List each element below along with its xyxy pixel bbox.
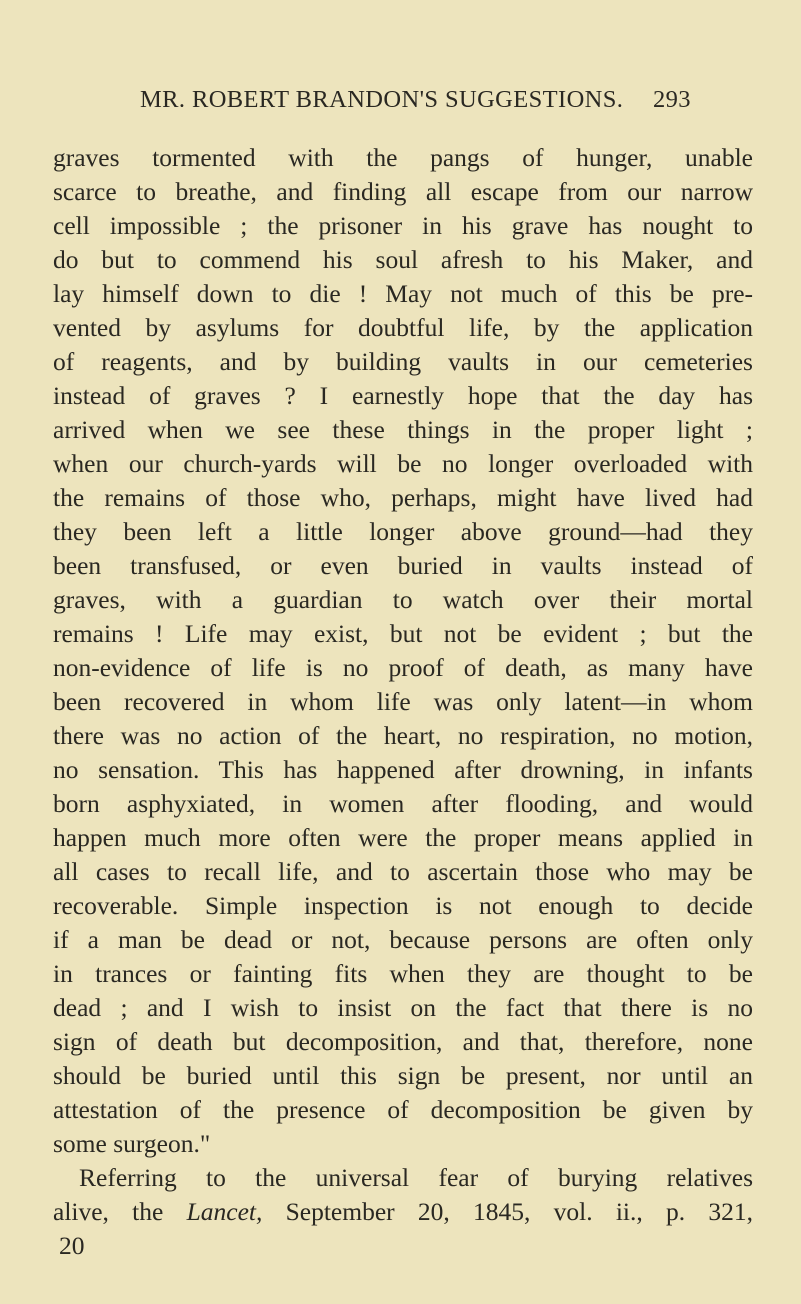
- text-line: born asphyxiated, in women after flooding, and would: [53, 789, 753, 818]
- text-line: they been left a little longer above ground—had they: [53, 517, 753, 546]
- text-line: lay himself down to die ! May not much of this be pre-: [53, 279, 753, 308]
- text-line: graves, with a guardian to watch over their mortal: [53, 585, 753, 614]
- text-line: been transfused, or even buried in vaults instead of: [53, 551, 753, 580]
- text-line: of reagents, and by building vaults in our cemeteries: [53, 347, 753, 376]
- text-line: attestation of the presence of decomposition be given by: [53, 1095, 753, 1124]
- paragraph-first-line: Referring to the universal fear of burying relatives: [79, 1163, 753, 1192]
- text-line: remains ! Life may exist, but not be evident ; but the: [53, 619, 753, 648]
- text-line: recoverable. Simple inspection is not enough to decide: [53, 891, 753, 920]
- text-line: all cases to recall life, and to ascertain those who may be: [53, 857, 753, 886]
- text-line: when our church-yards will be no longer overloaded with: [53, 449, 753, 478]
- text-line-with-citation: [53, 1195, 753, 1229]
- text-line: no sensation. This has happened after drowning, in infants: [53, 755, 753, 784]
- text-line: non-evidence of life is no proof of death, as many have: [53, 653, 753, 682]
- text-line: if a man be dead or not, because persons are often only: [53, 925, 753, 954]
- text-line: the remains of those who, perhaps, might have lived had: [53, 483, 753, 512]
- text-line: some surgeon.": [53, 1129, 211, 1158]
- text-line: scarce to breathe, and finding all escape from our narrow: [53, 177, 753, 206]
- text-line: been recovered in whom life was only latent—in whom: [53, 687, 753, 716]
- journal-title: Lancet,: [186, 1197, 263, 1226]
- text-line: instead of graves ? I earnestly hope that the day has: [53, 381, 753, 410]
- text-line: sign of death but decomposition, and that, therefore, none: [53, 1027, 753, 1056]
- running-title: MR. ROBERT BRANDON'S SUGGESTIONS.: [140, 86, 624, 113]
- text-line: cell impossible ; the prisoner in his grave has nought to: [53, 211, 753, 240]
- text-line: graves tormented with the pangs of hunger, unable: [53, 143, 753, 172]
- text-line: do but to commend his soul afresh to his Maker, and: [53, 245, 753, 274]
- citation-lead: alive, the: [53, 1197, 187, 1226]
- text-line: happen much more often were the proper means applied in: [53, 823, 753, 852]
- page-number: 293: [653, 86, 691, 113]
- citation-details: September 20, 1845, vol. ii., p. 321,: [262, 1197, 753, 1226]
- signature-mark: 20: [59, 1231, 85, 1260]
- body-text: [53, 141, 753, 1263]
- text-line: arrived when we see these things in the proper light ;: [53, 415, 753, 444]
- text-line: there was no action of the heart, no respiration, no motion,: [53, 721, 753, 750]
- text-line: dead ; and I wish to insist on the fact that there is no: [53, 993, 753, 1022]
- text-line: in trances or fainting fits when they are thought to be: [53, 959, 753, 988]
- text-line: vented by asylums for doubtful life, by the application: [53, 313, 753, 342]
- text-line: should be buried until this sign be present, nor until an: [53, 1061, 753, 1090]
